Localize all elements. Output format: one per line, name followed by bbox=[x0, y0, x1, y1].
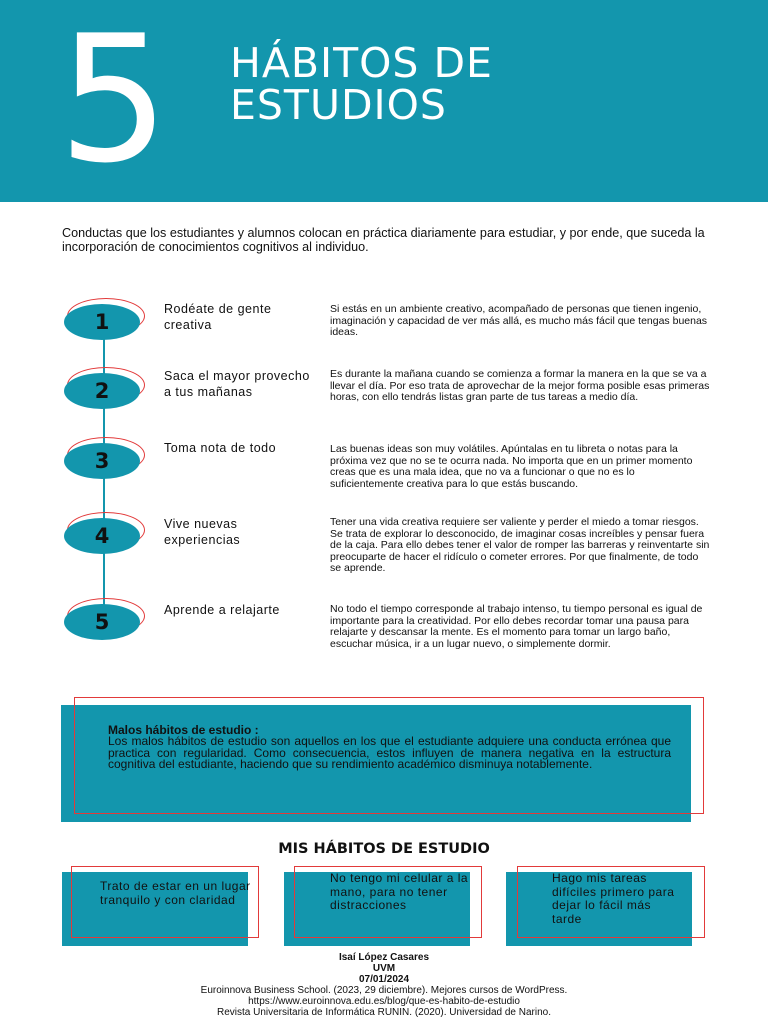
footer-date: 07/01/2024 bbox=[358, 974, 410, 985]
title-line-2: ESTUDIOS bbox=[230, 81, 447, 129]
footer-reference-3: Revista Universitaria de Informática RUNIN. (2020). Universidad de Narino. bbox=[216, 1007, 552, 1018]
step-1-circle: 1 bbox=[64, 304, 140, 340]
footer-school: UVM bbox=[372, 963, 396, 974]
step-2-title: Saca el mayor provecho a tus mañanas bbox=[164, 369, 310, 399]
my-habits-title: MIS HÁBITOS DE ESTUDIO bbox=[278, 841, 490, 857]
step-4-description: Tener una vida creativa requiere ser valiente y perder el miedo a tomar riesgos. Se trata de explorar lo desconocido, de imaginar cosas increíbles y pensar fuera de la caja. Para ello debes tener el valor de romper las barreras y reinventarte sin preocuparte de hacer el ridículo o cometer errores. Por que finalmente, de todo se aprende. bbox=[330, 516, 710, 575]
header-banner bbox=[0, 0, 768, 202]
page-title bbox=[230, 39, 493, 129]
step-2-circle: 2 bbox=[64, 373, 140, 409]
step-2-description: Es durante la mañana cuando se comienza a formar la manera en la que se va a llevar el día. Por eso trata de aprovechar de la mejor forma posible esas primeras horas, con ello tendrás listas gran parte de tus tareas a medio día. bbox=[330, 368, 710, 404]
step-3-circle: 3 bbox=[64, 443, 140, 479]
step-3-title: Toma nota de todo bbox=[164, 441, 277, 455]
bad-habits-title: Malos hábitos de estudio : bbox=[108, 723, 259, 737]
step-5-description: No todo el tiempo corresponde al trabajo intenso, tu tiempo personal es igual de importante para la creatividad. Por ello debes recordar tomar una pausa para relajarte y descansar la mente. Es el momento para tomar un largo baño, escuchar música, ir a un lugar nuevo, o simplemente dormir. bbox=[330, 603, 703, 650]
step-5-circle: 5 bbox=[64, 604, 140, 640]
footer-author: Isaí López Casares bbox=[338, 952, 430, 963]
header-number: 5 bbox=[58, 0, 166, 202]
habit-2-text: No tengo mi celular a la mano, para no tener distracciones bbox=[330, 871, 469, 912]
step-3-description: Las buenas ideas son muy volátiles. Apúntalas en tu libreta o notas para la próxima vez que no se te ocurra nada. No importa que en un primer momento creas que es una mala idea, que no va a funcionar o que no es lo suficientemente creativa para lo que estás buscando. bbox=[330, 443, 693, 490]
step-4-title: Vive nuevas experiencias bbox=[164, 517, 241, 547]
intro-paragraph: Conductas que los estudiantes y alumnos colocan en práctica diariamente para estudiar, y por ende, que suceda la incorporación de conocimientos cognitivos al individuo. bbox=[62, 226, 705, 254]
step-1-title: Rodéate de gente creativa bbox=[164, 302, 272, 332]
title-line-1: HÁBITOS DE bbox=[230, 39, 493, 87]
habit-1-text: Trato de estar en un lugar tranquilo y con claridad bbox=[100, 879, 251, 907]
step-1-description: Si estás en un ambiente creativo, acompañado de personas que tienen ingenio, imaginación y capacidad de ver más allá, es mucho más fácil que tengas buenas ideas. bbox=[330, 303, 708, 339]
step-4-circle: 4 bbox=[64, 518, 140, 554]
footer-reference-1: Euroinnova Business School. (2023, 29 diciembre). Mejores cursos de WordPress. bbox=[200, 985, 568, 996]
bad-habits-text: Los malos hábitos de estudio son aquellos en los que el estudiante adquiere una conducta errónea que practica con regularidad. Como consecuencia, estos influyen de manera negativa en la estructura cognitiva del estudiante, haciendo que su rendimiento académico disminuya notablemente. bbox=[108, 734, 671, 771]
step-5-title: Aprende a relajarte bbox=[164, 603, 280, 617]
footer-reference-2[interactable]: https://www.euroinnova.edu.es/blog/que-es-habito-de-estudio bbox=[248, 996, 520, 1007]
habit-3-text: Hago mis tareas difíciles primero para dejar lo fácil más tarde bbox=[552, 871, 675, 926]
